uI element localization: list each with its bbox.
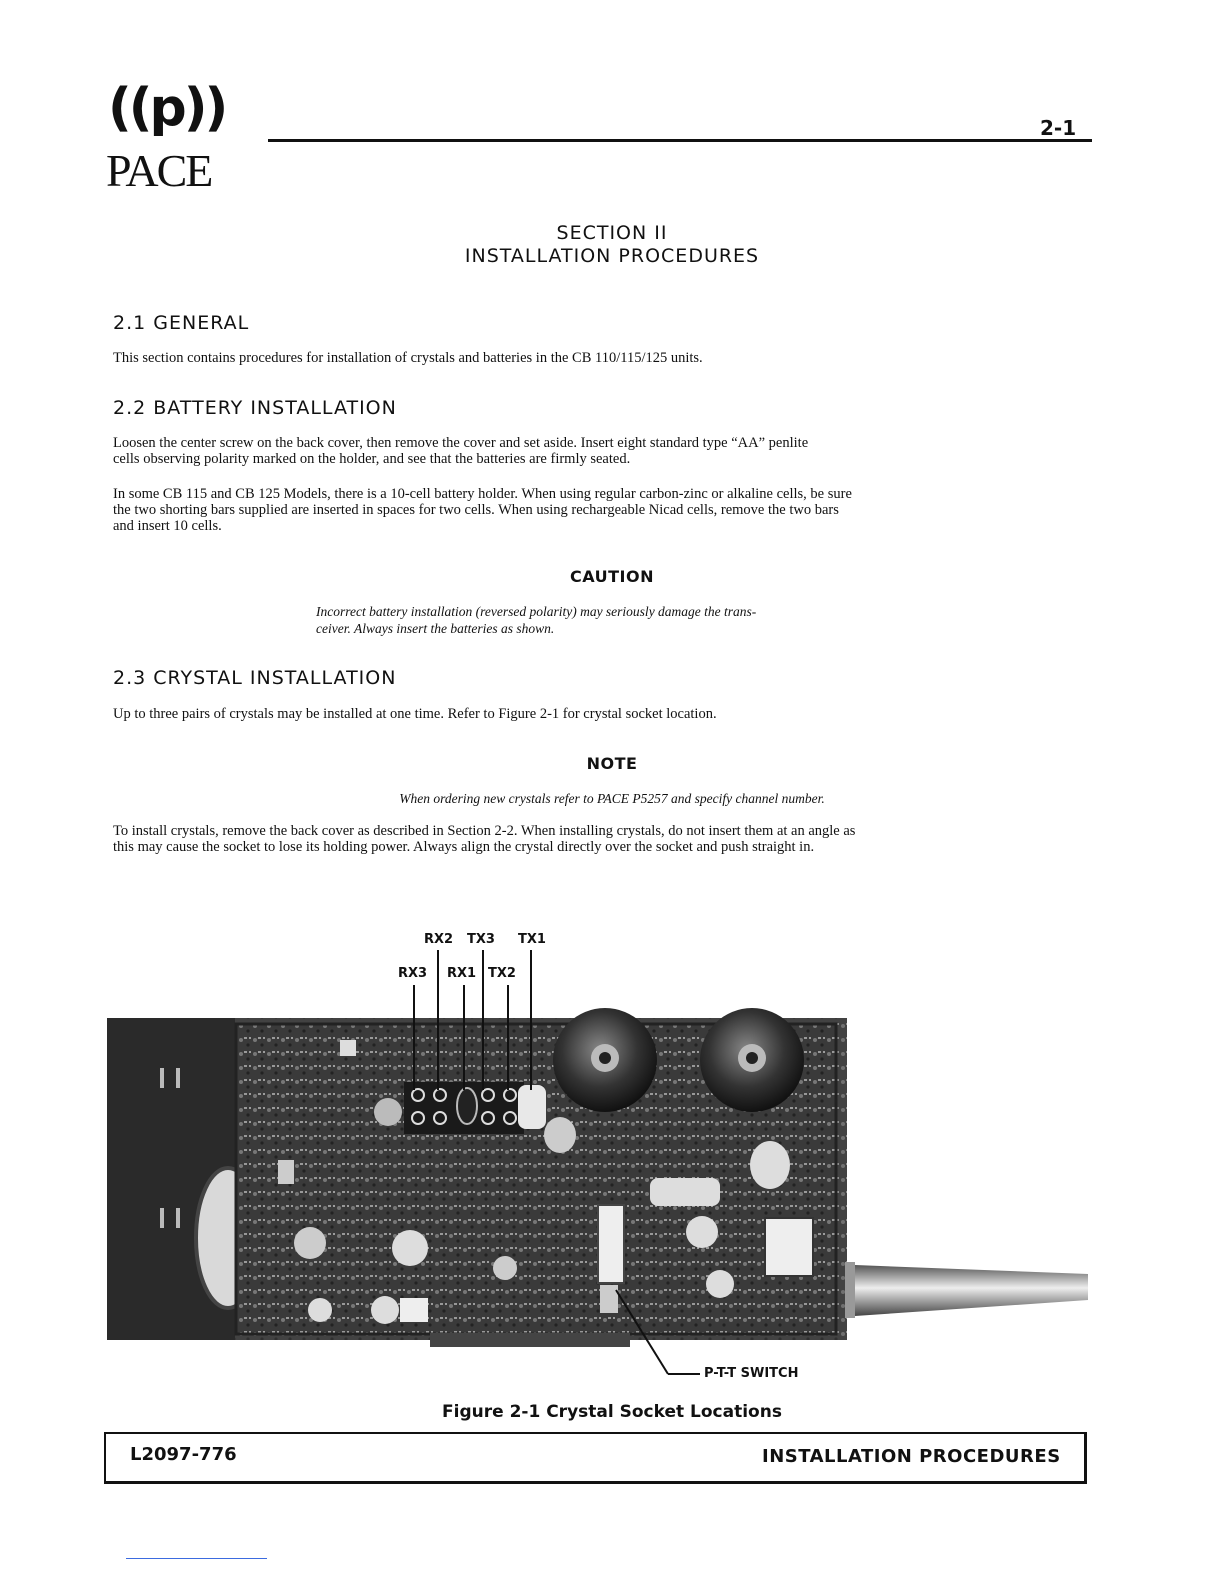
heading-battery-installation: 2.2 BATTERY INSTALLATION xyxy=(113,397,397,419)
callout-rx1: RX1 xyxy=(447,966,477,981)
figure-caption: Figure 2-1 Crystal Socket Locations xyxy=(442,1402,782,1422)
link-underline xyxy=(126,1558,267,1559)
callout-tx2: TX2 xyxy=(488,966,516,981)
text-line: and insert 10 cells. xyxy=(113,518,222,534)
crystal-paragraph-2 xyxy=(113,823,1077,855)
pace-logo-mark: ((p)) xyxy=(108,78,226,138)
text-line: this may cause the socket to lose its holding power. Always align the crystal directly over the socket and push straight in. xyxy=(113,839,815,855)
header-rule xyxy=(268,139,1092,142)
general-paragraph: This section contains procedures for installation of crystals and batteries in the CB 110/115/125 units. xyxy=(113,350,703,366)
callout-rx3: RX3 xyxy=(398,966,428,981)
battery-paragraph-1 xyxy=(113,435,1077,467)
heading-crystal-installation: 2.3 CRYSTAL INSTALLATION xyxy=(113,667,397,689)
battery-paragraph-2 xyxy=(113,486,1077,534)
callout-tx3: TX3 xyxy=(467,932,495,947)
text-line: In some CB 115 and CB 125 Models, there is a 10-cell battery holder. When using regular carbon-zinc or alkaline cells, be sure xyxy=(113,486,852,502)
caution-label: CAUTION xyxy=(570,567,654,586)
text-line: Incorrect battery installation (reversed polarity) may seriously damage the trans- xyxy=(316,604,757,619)
note-label: NOTE xyxy=(586,754,638,773)
callout-rx2: RX2 xyxy=(424,932,454,947)
text-line: the two shorting bars supplied are inserted in spaces for two cells. When using rechargeable Nicad cells, remove the two bars xyxy=(113,502,839,518)
text-line: To install crystals, remove the back cover as described in Section 2-2. When installing crystals, do not insert them at an angle as xyxy=(113,823,856,839)
page-number: 2-1 xyxy=(1040,116,1077,140)
callout-ptt-switch: P-T-T SWITCH xyxy=(704,1366,799,1381)
section-title-line1: SECTION II xyxy=(556,222,668,244)
footer-doc-number: L2097-776 xyxy=(130,1444,237,1465)
note-text: When ordering new crystals refer to PACE P5257 and specify channel number. xyxy=(399,791,825,806)
footer-section-name: INSTALLATION PROCEDURES xyxy=(762,1446,1061,1467)
callout-tx1: TX1 xyxy=(518,932,546,947)
pace-logo-wordmark: PACE xyxy=(106,145,212,196)
text-line: cells observing polarity marked on the holder, and see that the batteries are firmly seated. xyxy=(113,451,631,467)
section-title-line2: INSTALLATION PROCEDURES xyxy=(464,245,760,267)
section-title xyxy=(0,222,1224,268)
crystal-paragraph-1: Up to three pairs of crystals may be installed at one time. Refer to Figure 2-1 for crystal socket location. xyxy=(113,706,717,722)
heading-general: 2.1 GENERAL xyxy=(113,312,250,334)
text-line: ceiver. Always insert the batteries as shown. xyxy=(316,621,555,636)
caution-text xyxy=(316,603,896,637)
text-line: Loosen the center screw on the back cover, then remove the cover and set aside. Insert eight standard type “AA” penlite xyxy=(113,435,809,451)
